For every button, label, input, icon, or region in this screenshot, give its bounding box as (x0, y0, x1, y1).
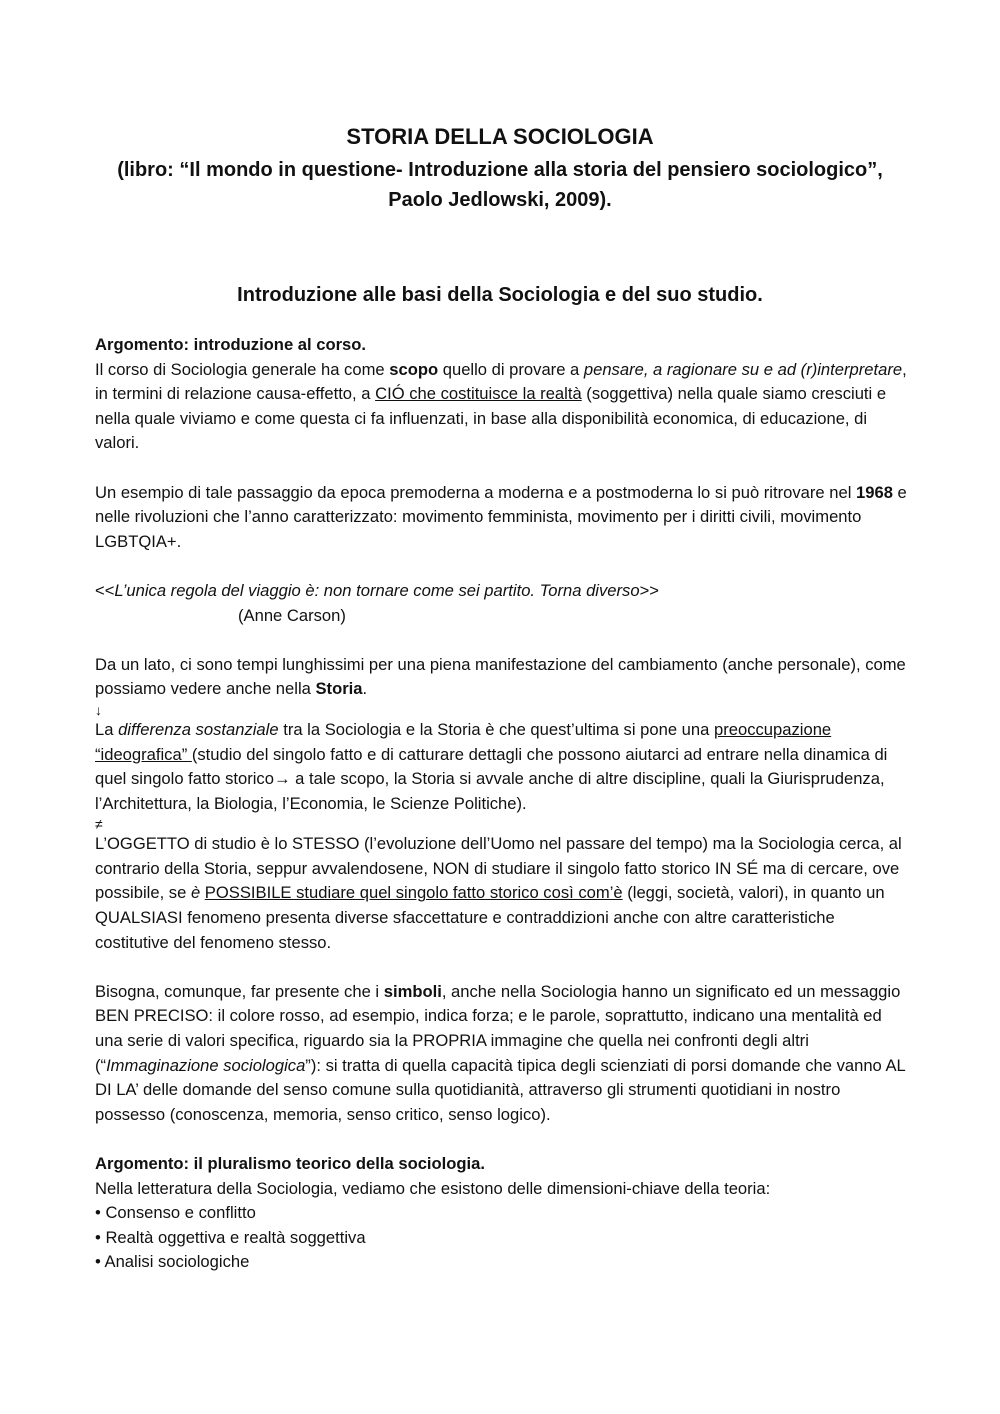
paragraph-1968 (95, 481, 907, 555)
list-item (95, 1201, 907, 1226)
text-run: Il corso di Sociologia generale ha come (95, 359, 390, 379)
italic-e: è (190, 883, 201, 903)
text-run: ”): si tratta di quella capacità tipica degli scienziati di porsi domande che vanno AL DI LA’ delle domande del senso comune sulla quotidianità, attraverso gli strumenti quotidiani in nostro possesso (conoscenza, memoria, senso critico, senso logico). (95, 1055, 906, 1124)
text-run: Da un lato, ci sono tempi lunghissimi per una piena manifestazione del cambiamento (anche personale), come possiamo vedere anche nella (95, 654, 906, 699)
paragraph-oggetto (95, 832, 907, 955)
paragraph-storia (95, 653, 907, 702)
spacer (95, 1127, 907, 1152)
topic-heading-pluralismo: Argomento: il pluralismo teorico della sociologia. (95, 1154, 486, 1173)
text-run: quello di provare a (438, 359, 584, 379)
text-run: , in termini di relazione causa-effetto, a (95, 359, 907, 404)
underlined-possibile: POSSIBILE studiare quel singolo fatto storico così com’è (204, 883, 623, 903)
list-item-text: Realtà oggettiva e realtà soggettiva (105, 1227, 366, 1247)
bold-scopo: scopo (389, 359, 439, 379)
spacer (95, 554, 907, 579)
bold-1968: 1968 (856, 482, 893, 502)
list-item (95, 1250, 907, 1275)
text-run: tra la Sociologia e la Storia è che quest’ultima si pone una (278, 719, 714, 739)
quote-close: >> (639, 580, 659, 600)
bullet-icon: • (95, 1203, 101, 1223)
text-run: (studio del singolo fatto e di catturare dettagli che possono aiutarci ad entrare nella dinamica di quel singolo fatto storico (95, 744, 888, 789)
text-run: (leggi, società, valori), in quanto un QUALSIASI fenomeno presenta diverse sfaccettature e contraddizioni anche con altre caratteristiche costitutive del fenomeno stesso. (95, 883, 885, 952)
text-run: Un esempio di tale passaggio da epoca premoderna a moderna e a postmoderna lo si può ritrovare nel (95, 482, 857, 502)
list-item-text: Consenso e conflitto (105, 1203, 256, 1223)
italic-immaginazione: Immaginazione sociologica (106, 1055, 306, 1075)
document-subtitle: (libro: “Il mondo in questione- Introduzione alla storia del pensiero sociologico”, Paolo Jedlowski, 2009). (117, 159, 883, 211)
italic-differenza: differenza sostanziale (118, 719, 279, 739)
quote-text (95, 579, 907, 604)
text-run: , anche nella Sociologia hanno un significato ed un messaggio BEN PRECISO: il colore rosso, ad esempio, indica forza; e le parole, soprattutto, indicano una mentalità ed una serie di valori specifica, riguardo sia la PROPRIA immagine che quella nei confronti degli altri (“ (95, 981, 901, 1075)
quote-italic: L’unica regola del viaggio è: non tornare come sei partito. Torna diverso (114, 580, 640, 600)
italic-verbs: pensare, a ragionare su e ad (r)interpretare (583, 359, 903, 379)
paragraph-differenza (95, 718, 907, 816)
underlined-reality: CIÓ che costituisce la realtà (375, 384, 582, 404)
paragraph-simboli (95, 980, 907, 1128)
underlined-ideografica: preoccupazione “ideografica” (95, 719, 832, 764)
bold-simboli: simboli (383, 981, 442, 1001)
bullet-icon: • (95, 1252, 101, 1272)
section-title: Introduzione alle basi della Sociologia e del suo studio. (237, 284, 763, 306)
text-run: L’OGGETTO di studio è lo STESSO (l’evoluzione dell’Uomo nel passare del tempo) ma la Sociologia cerca, al contrario della Storia, seppur avvalendosene, NON di studiare il singolo fatto storico IN SÉ ma di cercare, ove possibile, se (95, 834, 902, 903)
quote-open: << (95, 580, 115, 600)
text-run: . (362, 679, 368, 699)
list-item-text: Analisi sociologiche (104, 1252, 250, 1272)
text-run: e nelle rivoluzioni che l’anno caratterizzato: movimento femminista, movimento per i diritti civili, movimento LGBTQIA+. (95, 482, 907, 551)
document-title: STORIA DELLA SOCIOLOGIA (346, 124, 654, 149)
text-run: La (95, 719, 119, 739)
topic-heading-intro: Argomento: introduzione al corso. (95, 335, 367, 354)
spacer (95, 955, 907, 980)
text-run: (soggettiva) nella quale siamo cresciuti e nella quale viviamo e come questa ci fa influenzati, in base alla disponibilità economica, di educazione, di valori. (95, 384, 887, 453)
bold-storia: Storia (315, 679, 363, 699)
arrow-down-icon: ↓ (95, 701, 102, 718)
paragraph-scopo (95, 358, 907, 456)
bullet-list (95, 1201, 907, 1275)
text-run: a tale scopo, la Storia si avvale anche di altre discipline, quali la Giurisprudenza, l’Architettura, la Biologia, l’Economia, le Scienze Politiche). (95, 769, 885, 813)
spacer (95, 456, 907, 481)
bullet-icon: • (95, 1227, 101, 1247)
text-run: Bisogna, comunque, far presente che i (95, 981, 384, 1001)
not-equal-icon: ≠ (95, 816, 103, 833)
document-body (95, 333, 907, 1275)
spacer (95, 628, 907, 653)
list-item (95, 1226, 907, 1251)
quote-author: (Anne Carson) (238, 605, 346, 625)
arrow-right-icon: → (273, 769, 291, 789)
paragraph-letteratura: Nella letteratura della Sociologia, vediamo che esistono delle dimensioni-chiave della teoria: (95, 1178, 771, 1198)
